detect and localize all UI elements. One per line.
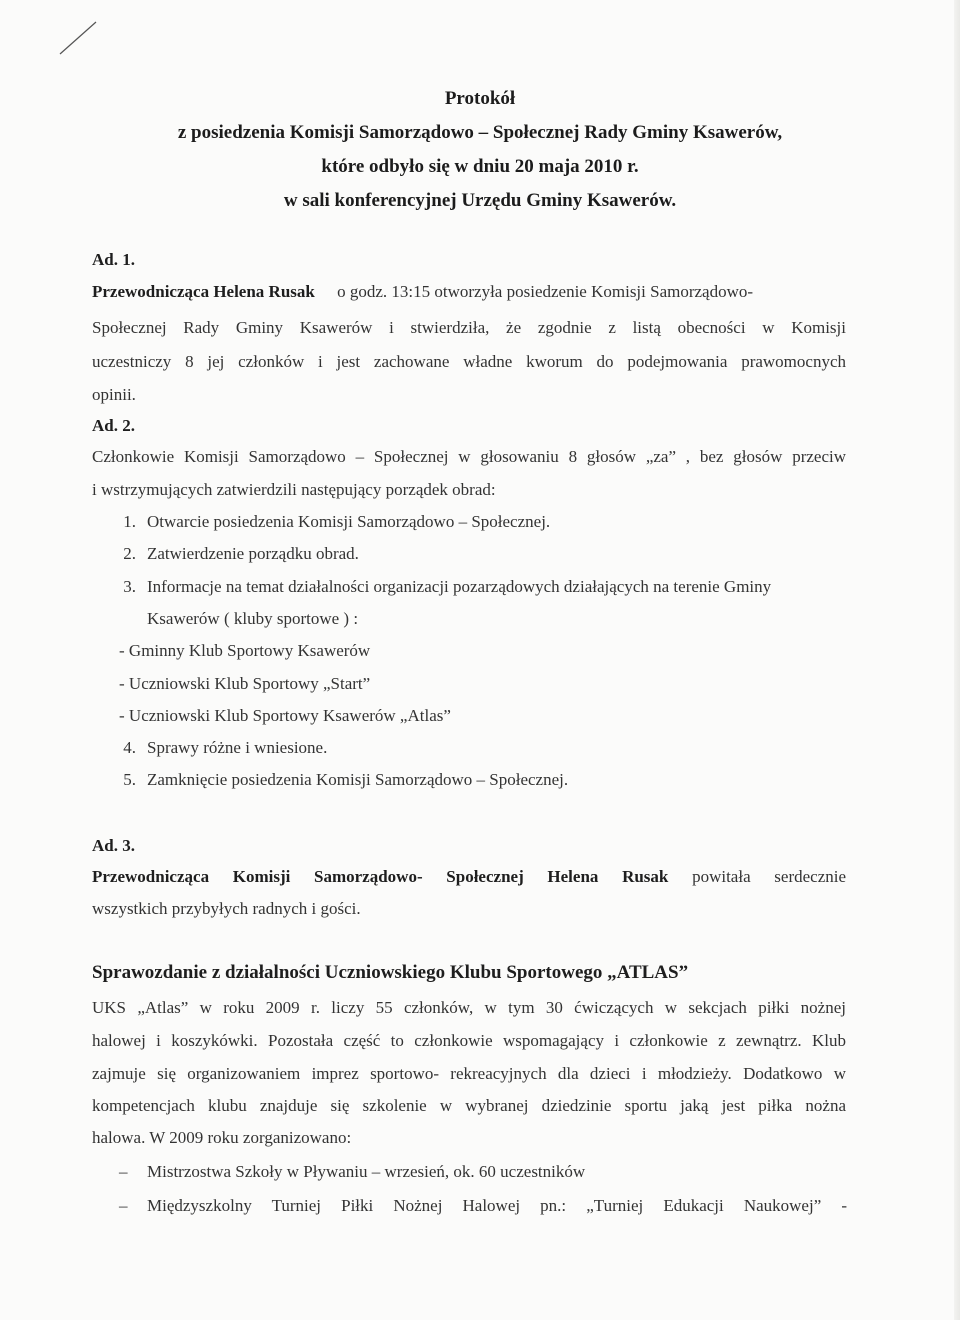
- ad1-heading: Ad. 1.: [92, 250, 135, 269]
- event-item: Mistrzostwa Szkoły w Pływaniu – wrzesień, ok. 60 uczestników: [147, 1162, 586, 1181]
- agenda-item-text: Zamknięcie posiedzenia Komisji Samorządowo – Społecznej.: [147, 770, 569, 789]
- report-heading: Sprawozdanie z działalności Uczniowskiego Klubu Sportowego „ATLAS”: [92, 962, 689, 983]
- ad3-line1-rest: powitała serdecznie: [692, 867, 846, 886]
- header-line-committee: z posiedzenia Komisji Samorządowo – Społecznej Rady Gminy Ksawerów,: [177, 122, 783, 143]
- document-header: [0, 84, 960, 220]
- ad3-line-2: wszystkich przybyłych radnych i gości.: [92, 899, 361, 918]
- pen-stroke-mark: [58, 18, 98, 58]
- agenda-item-text: Sprawy różne i wniesione.: [147, 738, 328, 757]
- ad1-bold-lead: Przewodnicząca Helena Rusak: [92, 282, 315, 301]
- header-line-location: w sali konferencyjnej Urzędu Gminy Ksawerów.: [283, 190, 677, 211]
- ad1-line-1: [92, 282, 753, 302]
- ad1-line-3: uczestniczy 8 jej członków i jest zachowane władne kworum do podejmowania prawomocnych: [92, 352, 846, 371]
- agenda-subitem: - Gminny Klub Sportowy Ksawerów: [119, 641, 371, 660]
- agenda-subitem: - Uczniowski Klub Sportowy „Start”: [119, 674, 371, 693]
- ad2-line-2: i wstrzymujących zatwierdzili następujący porządek obrad:: [92, 480, 496, 499]
- report-line: kompetencjach klubu znajduje się szkolenie w wybranej dziedzinie sportu jaką jest piłka nożna: [92, 1096, 846, 1115]
- bullet-dash: –: [119, 1196, 128, 1215]
- ad3-bold-lead: Przewodnicząca Komisji Samorządowo- Społecznej Helena Rusak: [92, 867, 669, 886]
- ad1-line-2: Społecznej Rady Gminy Ksawerów i stwierdziła, że zgodnie z listą obecności w Komisji: [92, 318, 846, 337]
- agenda-item-text: Informacje na temat działalności organizacji pozarządowych działających na terenie Gminy: [147, 577, 772, 596]
- ad3-heading: Ad. 3.: [92, 836, 135, 855]
- report-line: UKS „Atlas” w roku 2009 r. liczy 55 członków, w tym 30 ćwiczących w sekcjach piłki nożnej: [92, 998, 846, 1017]
- ad1-line-4: opinii.: [92, 385, 136, 404]
- agenda-item-number: 4.: [123, 738, 136, 757]
- event-item: Międzyszkolny Turniej Piłki Nożnej Halowej pn.: „Turniej Edukacji Naukowej” -: [147, 1196, 847, 1215]
- document-title: Protokół: [444, 88, 516, 109]
- agenda-item-number: 1.: [123, 512, 136, 531]
- agenda-item-number: 2.: [123, 544, 136, 563]
- agenda-subitem: - Uczniowski Klub Sportowy Ksawerów „Atlas”: [119, 706, 451, 725]
- report-line: halowa. W 2009 roku zorganizowano:: [92, 1128, 352, 1147]
- ad2-heading: Ad. 2.: [92, 416, 135, 435]
- agenda-item-number: 5.: [123, 770, 136, 789]
- header-line-date: które odbyło się w dniu 20 maja 2010 r.: [321, 156, 639, 177]
- agenda-item-text: Otwarcie posiedzenia Komisji Samorządowo – Społecznej.: [147, 512, 551, 531]
- agenda-item-number: 3.: [123, 577, 136, 596]
- bullet-dash: –: [119, 1162, 128, 1181]
- ad3-line-1: [92, 867, 846, 887]
- report-line: zajmuje się organizowaniem imprez sportowo- rekreacyjnych dla dzieci i młodzieży. Dodatkowo w: [92, 1064, 846, 1083]
- agenda-item-text: Zatwierdzenie porządku obrad.: [147, 544, 359, 563]
- ad2-line-1: Członkowie Komisji Samorządowo – Społecznej w głosowaniu 8 głosów „za” , bez głosów przeciw: [92, 447, 846, 466]
- ad1-line1-rest: o godz. 13:15 otworzyła posiedzenie Komisji Samorządowo-: [337, 282, 754, 301]
- agenda-item-text: Ksawerów ( kluby sportowe ) :: [147, 609, 359, 628]
- report-line: halowej i koszykówki. Pozostała część to członkowie wspomagający i członkowie z zewnątrz. Klub: [92, 1031, 846, 1050]
